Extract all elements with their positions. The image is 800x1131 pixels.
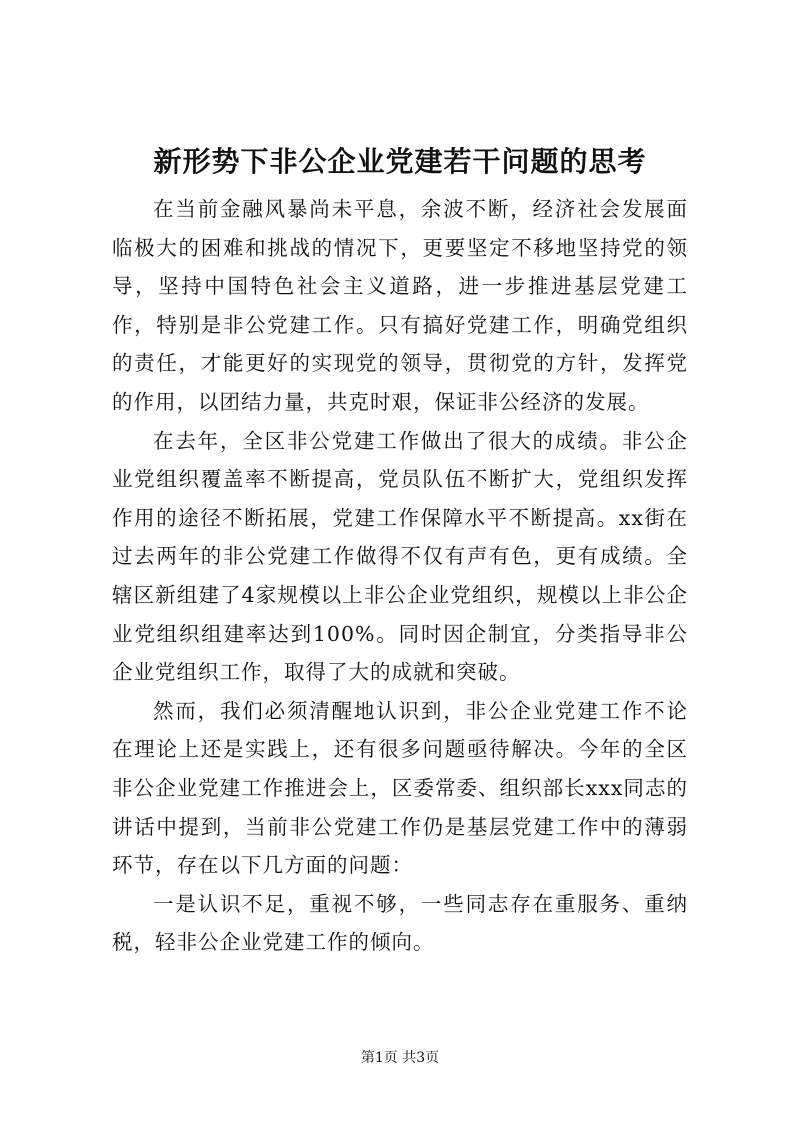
paragraph-2: 在去年，全区非公党建工作做出了很大的成绩。非公企业党组织覆盖率不断提高，党员队伍不断扩大，党组织发挥作用的途径不断拓展，党建工作保障水平不断提高。xx街在过去两年的非公党建工作做得不仅有声有色，更有成绩。全辖区新组建了4家规模以上非公企业党组织，规模以上非公企业党组织组建率达到100%。同时因企制宜，分类指导非公企业党组织工作，取得了大的成就和突破。	[112, 428, 688, 685]
paragraph-1: 在当前金融风暴尚未平息，余波不断，经济社会发展面临极大的困难和挑战的情况下，更要坚定不移地坚持党的领导，坚持中国特色社会主义道路，进一步推进基层党建工作，特别是非公党建工作。只有搞好党建工作，明确党组织的责任，才能更好的实现党的领导，贯彻党的方针，发挥党的作用，以团结力量，共克时艰，保证非公经济的发展。	[112, 197, 688, 414]
page-number-footer: 第1页 共3页	[360, 1050, 440, 1066]
paragraph-4: 一是认识不足，重视不够，一些同志存在重服务、重纳税，轻非公企业党建工作的倾向。	[112, 891, 688, 955]
paragraph-3: 然而，我们必须清醒地认识到，非公企业党建工作不论在理论上还是实践上，还有很多问题亟待解决。今年的全区非公企业党建工作推进会上，区委常委、组织部长xxx同志的讲话中提到，当前非公党建工作仍是基层党建工作中的薄弱环节，存在以下几方面的问题：	[112, 698, 688, 878]
document-title: 新形势下非公企业党建若干问题的思考	[153, 145, 647, 178]
document-body	[112, 190, 688, 962]
